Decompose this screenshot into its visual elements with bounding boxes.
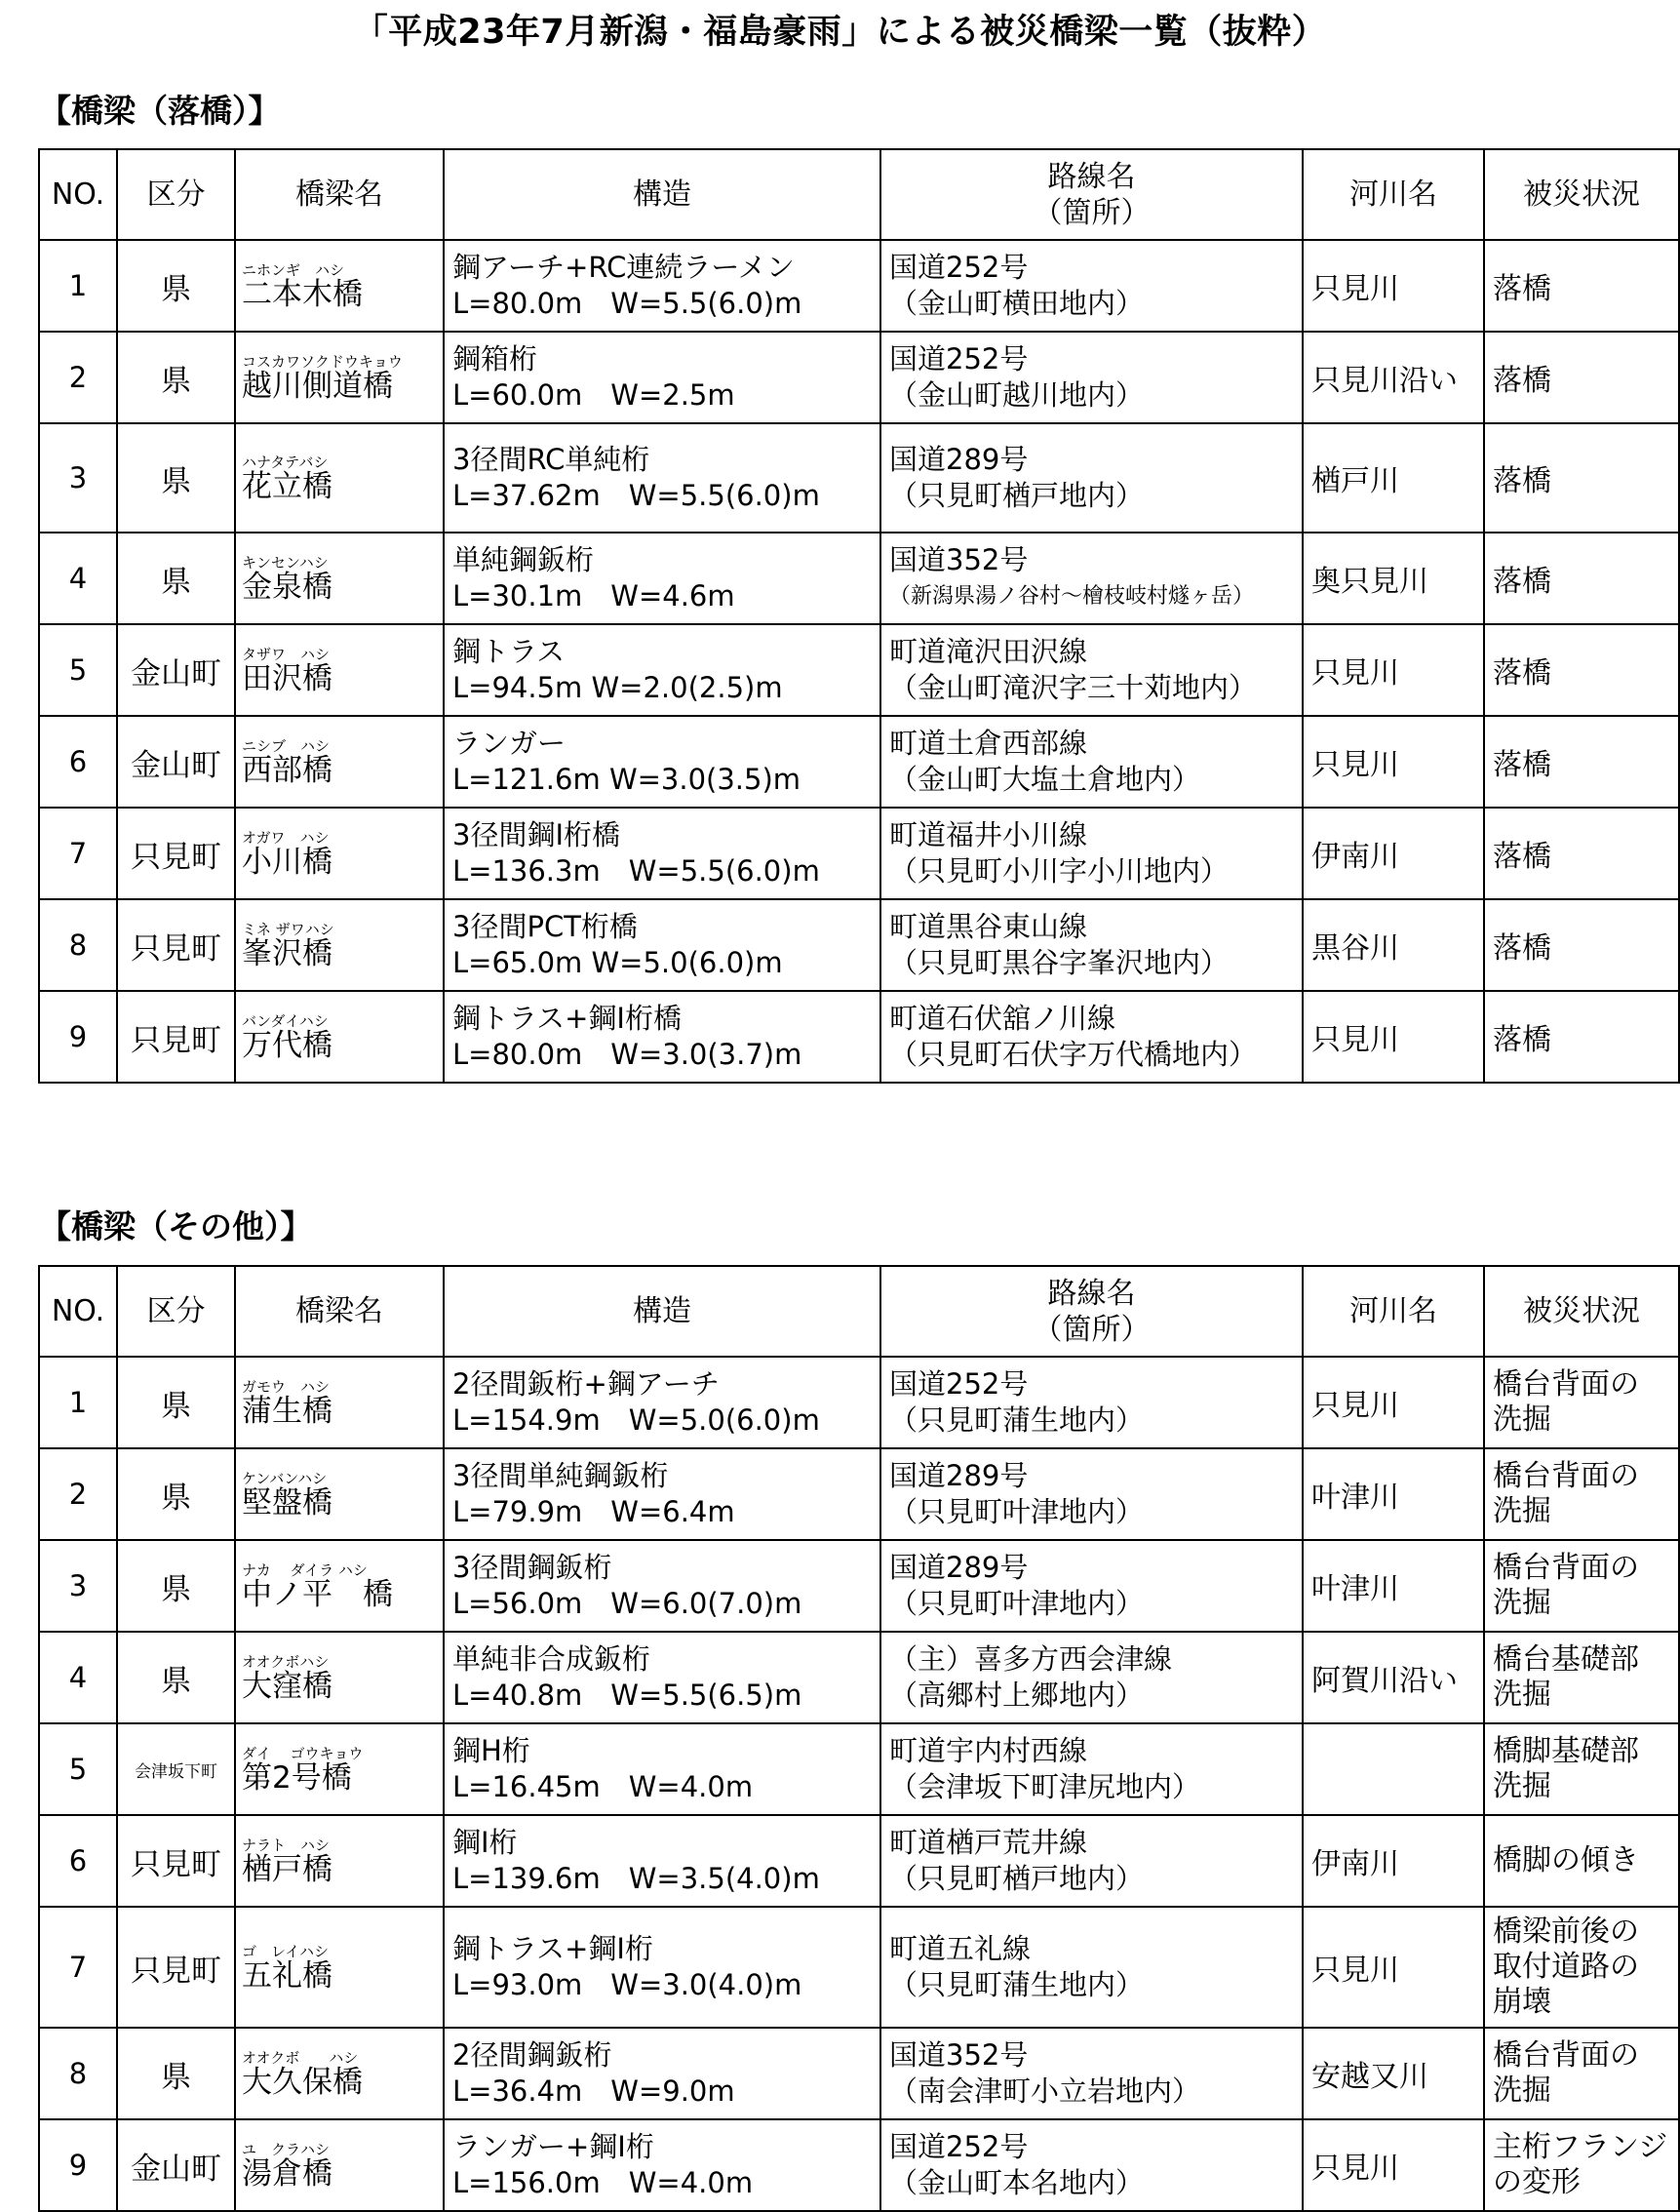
row-damage [1484,1357,1679,1448]
route-name: 町道楢戸荒井線 [889,1826,1088,1859]
row-river: 伊南川 [1303,808,1484,899]
row-kubun: 県 [117,1448,235,1540]
damage-line: の変形 [1493,2165,1581,2199]
damage-line: 主桁フランジ [1493,2130,1668,2164]
route-name: 国道252号 [889,251,1029,284]
row-structure [444,332,880,423]
row-route [880,240,1303,332]
row-route [880,2028,1303,2119]
row-river: 只見川 [1303,240,1484,332]
row-structure [444,2028,880,2119]
table-row [39,624,1679,716]
bridge-name-ruby: ガモウ ハシ [242,1378,331,1396]
table-row [39,808,1679,899]
row-river: 伊南川 [1303,1815,1484,1907]
header-name: 橋梁名 [235,149,444,240]
bridge-name-ruby: ナカ ダイラ ハシ [242,1561,368,1579]
row-damage [1484,2028,1679,2119]
row-no: 2 [39,1448,117,1540]
row-bridge-name [235,624,444,716]
route-name: 町道石伏舘ノ川線 [889,1002,1116,1035]
row-river: 安越又川 [1303,2028,1484,2119]
row-bridge-name [235,2119,444,2211]
row-kubun: 県 [117,1632,235,1723]
bridge-name-text: 五礼橋 [242,1958,332,1994]
damage-line: 取付道路の [1493,1950,1639,1984]
row-bridge-name [235,899,444,991]
row-no: 6 [39,1815,117,1907]
structure-type: 鋼トラス+鋼I桁橋 [452,1002,682,1035]
route-name: 町道黒谷東山線 [889,910,1088,943]
row-damage [1484,1815,1679,1907]
structure-type: 3径間RC単純桁 [452,443,650,476]
table-row [39,991,1679,1083]
header-kubun: 区分 [117,1266,235,1357]
structure-type: 2径間鋼鈑桁 [452,2038,612,2072]
bridge-name-text: 田沢橋 [242,661,332,696]
damage-line: 洗掘 [1493,2074,1551,2108]
route-name: 国道352号 [889,543,1029,576]
row-bridge-name [235,423,444,533]
row-structure [444,808,880,899]
bridge-name-text: 小川橋 [242,845,332,880]
route-name: 国道289号 [889,1459,1029,1492]
header-name: 橋梁名 [235,1266,444,1357]
row-route [880,1357,1303,1448]
row-river: 只見川 [1303,2119,1484,2211]
row-route [880,423,1303,533]
route-name: 国道289号 [889,443,1029,476]
row-bridge-name [235,332,444,423]
route-location: （新潟県湯ノ谷村～檜枝岐村燧ヶ岳） [889,584,1255,609]
row-bridge-name [235,716,444,808]
table-row [39,332,1679,423]
structure-type: 2径間鈑桁+鋼アーチ [452,1367,720,1401]
table-row [39,1723,1679,1815]
fallen-bridges-table [38,148,1680,1084]
route-location: （南会津町小立岩地内） [889,2074,1201,2108]
row-kubun: 県 [117,533,235,624]
row-no: 9 [39,2119,117,2211]
structure-dimensions: L=121.6m W=3.0(3.5)m [452,763,801,796]
row-kubun: 会津坂下町 [117,1723,235,1815]
row-route [880,1723,1303,1815]
route-location: （金山町横田地内） [889,287,1145,320]
row-river: 黒谷川 [1303,899,1484,991]
bridge-name-ruby: ケンバンハシ [242,1470,328,1487]
row-route [880,2119,1303,2211]
row-damage [1484,1632,1679,1723]
bridge-name-text: 第2号橋 [242,1760,352,1796]
structure-type: ランガー [452,727,567,760]
table-row [39,240,1679,332]
row-no: 8 [39,2028,117,2119]
table-row [39,533,1679,624]
bridge-name-ruby: ゴ レイハシ [242,1943,329,1960]
table-row [39,1357,1679,1448]
table-row [39,423,1679,533]
route-location: （只見町蒲生地内） [889,1403,1145,1437]
structure-type: 鋼トラス [452,635,566,668]
row-damage [1484,1723,1679,1815]
damage-line: 洗掘 [1493,1678,1551,1712]
row-structure [444,1632,880,1723]
row-damage [1484,2119,1679,2211]
row-kubun: 只見町 [117,1815,235,1907]
bridge-name-text: 金泉橋 [242,570,332,605]
bridge-name-text: 峯沢橋 [242,936,332,971]
row-damage: 落橋 [1484,716,1679,808]
row-river [1303,1723,1484,1815]
bridge-name-text: 大久保橋 [242,2065,363,2100]
route-location: （高郷村上郷地内） [889,1679,1145,1712]
row-route [880,1632,1303,1723]
table-row [39,1448,1679,1540]
row-kubun: 県 [117,240,235,332]
row-route [880,1907,1303,2028]
bridge-name-text: 湯倉橋 [242,2156,332,2192]
bridge-name-ruby: ダイ ゴウキョウ [242,1745,364,1762]
structure-dimensions: L=36.4m W=9.0m [452,2074,735,2108]
row-river: 楢戸川 [1303,423,1484,533]
damage-line: 崩壊 [1493,1985,1551,2019]
bridge-name-ruby: ニホンギ ハシ [242,261,345,279]
row-bridge-name [235,1907,444,2028]
header-route: 路線名 （箇所） [880,1266,1303,1357]
row-river: 只見川 [1303,1907,1484,2028]
header-river: 河川名 [1303,149,1484,240]
structure-dimensions: L=154.9m W=5.0(6.0)m [452,1403,820,1437]
route-name: 町道土倉西部線 [889,727,1088,760]
row-damage: 落橋 [1484,240,1679,332]
damage-line: 橋梁前後の [1493,1915,1639,1949]
row-route [880,1540,1303,1632]
row-damage [1484,1907,1679,2028]
row-route [880,1448,1303,1540]
table-row [39,899,1679,991]
row-no: 1 [39,240,117,332]
route-location: （只見町黒谷字峯沢地内） [889,946,1230,979]
header-damage: 被災状況 [1484,1266,1679,1357]
route-name: 国道352号 [889,2038,1029,2072]
row-bridge-name [235,1632,444,1723]
route-location: （只見町小川字小川地内） [889,854,1230,888]
row-kubun: 県 [117,2028,235,2119]
bridge-name-ruby: バンダイハシ [242,1012,329,1030]
section-title-fallen: 【橋梁（落橋）】 [39,92,281,130]
route-location: （会津坂下町津尻地内） [889,1770,1201,1803]
damage-line: 橋台背面の [1493,1459,1639,1493]
bridge-name-ruby: オオクボ ハシ [242,2049,359,2067]
bridge-name-text: 花立橋 [242,469,332,504]
structure-type: 3径間PCT桁橋 [452,910,638,943]
structure-dimensions: L=94.5m W=2.0(2.5)m [452,671,783,704]
route-location: （金山町越川地内） [889,378,1145,412]
row-bridge-name [235,1723,444,1815]
row-structure [444,1357,880,1448]
row-bridge-name [235,533,444,624]
section-title-other: 【橋梁（その他）】 [39,1207,313,1245]
row-route [880,716,1303,808]
structure-dimensions: L=30.1m W=4.6m [452,579,735,612]
row-no: 9 [39,991,117,1083]
damage-line: 橋台背面の [1493,1551,1639,1585]
route-location: （金山町本名地内） [889,2166,1145,2199]
row-bridge-name [235,991,444,1083]
row-structure [444,1448,880,1540]
bridge-name-text: 堅盤橋 [242,1485,332,1521]
damage-line: 洗掘 [1493,1494,1551,1528]
row-structure [444,1815,880,1907]
structure-dimensions: L=93.0m W=3.0(4.0)m [452,1968,802,2001]
structure-dimensions: L=16.45m W=4.0m [452,1770,754,1803]
route-name: 国道289号 [889,1551,1029,1584]
row-structure [444,423,880,533]
row-no: 4 [39,1632,117,1723]
row-structure [444,240,880,332]
row-damage: 落橋 [1484,899,1679,991]
structure-type: 鋼I桁 [452,1826,518,1859]
row-river: 只見川 [1303,1357,1484,1448]
damage-line: 橋脚基礎部 [1493,1734,1639,1768]
row-no: 6 [39,716,117,808]
row-structure [444,624,880,716]
row-structure [444,1723,880,1815]
bridge-name-ruby: オガワ ハシ [242,829,330,847]
route-name: 国道252号 [889,342,1029,375]
route-location: （只見町楢戸地内） [889,479,1145,512]
row-route [880,332,1303,423]
structure-type: 3径間鋼I桁橋 [452,818,621,851]
row-kubun: 只見町 [117,991,235,1083]
table-row [39,1815,1679,1907]
row-no: 5 [39,624,117,716]
structure-dimensions: L=136.3m W=5.5(6.0)m [452,854,820,888]
route-location: （金山町滝沢字三十苅地内） [889,671,1258,704]
row-no: 2 [39,332,117,423]
row-damage [1484,1448,1679,1540]
bridge-name-ruby: ナラト ハシ [242,1837,331,1854]
row-no: 3 [39,1540,117,1632]
row-damage: 落橋 [1484,332,1679,423]
route-location: （只見町叶津地内） [889,1495,1145,1528]
bridge-name-ruby: オオクボハシ [242,1653,330,1671]
header-kubun: 区分 [117,149,235,240]
row-kubun: 県 [117,1357,235,1448]
row-kubun: 金山町 [117,716,235,808]
header-structure: 構造 [444,1266,880,1357]
other-bridges-table [38,1265,1680,2212]
bridge-name-ruby: コスカワソクドウキョウ [242,353,403,371]
row-structure [444,533,880,624]
bridge-name-text: 大窪橋 [242,1669,332,1704]
row-damage: 落橋 [1484,991,1679,1083]
row-river: 只見川 [1303,991,1484,1083]
row-kubun: 只見町 [117,899,235,991]
route-location: （只見町蒲生地内） [889,1968,1145,2001]
row-damage: 落橋 [1484,624,1679,716]
row-bridge-name [235,240,444,332]
row-structure [444,991,880,1083]
row-bridge-name [235,1448,444,1540]
row-no: 8 [39,899,117,991]
row-damage: 落橋 [1484,533,1679,624]
structure-type: 3径間単純鋼鈑桁 [452,1459,669,1492]
header-damage: 被災状況 [1484,149,1679,240]
row-no: 7 [39,808,117,899]
row-kubun: 金山町 [117,2119,235,2211]
row-structure [444,899,880,991]
row-damage [1484,1540,1679,1632]
row-structure [444,1540,880,1632]
damage-line: 橋台背面の [1493,1367,1639,1402]
row-kubun: 県 [117,332,235,423]
table-row [39,1632,1679,1723]
bridge-name-text: 蒲生橋 [242,1394,332,1429]
row-kubun: 県 [117,1540,235,1632]
row-river: 只見川 [1303,716,1484,808]
row-river: 奥只見川 [1303,533,1484,624]
header-no: NO. [39,1266,117,1357]
bridge-name-ruby: ユ クラハシ [242,2141,331,2158]
row-no: 5 [39,1723,117,1815]
table-row [39,716,1679,808]
row-route [880,991,1303,1083]
route-name: 町道福井小川線 [889,818,1088,851]
table-header-row [39,1266,1679,1357]
row-kubun: 県 [117,423,235,533]
structure-dimensions: L=40.8m W=5.5(6.5)m [452,1679,802,1712]
table-row [39,1907,1679,2028]
damage-line: 橋台基礎部 [1493,1642,1639,1677]
row-bridge-name [235,808,444,899]
damage-line: 洗掘 [1493,1402,1551,1437]
header-no: NO. [39,149,117,240]
route-location: （只見町楢戸地内） [889,1862,1145,1895]
damage-line: 橋脚の傾き [1493,1843,1639,1877]
structure-dimensions: L=80.0m W=3.0(3.7)m [452,1038,802,1071]
table-row [39,2028,1679,2119]
bridge-name-ruby: キンセンハシ [242,554,329,572]
row-no: 1 [39,1357,117,1448]
row-structure [444,2119,880,2211]
structure-type: 単純鋼鈑桁 [452,543,595,576]
row-kubun: 金山町 [117,624,235,716]
damage-line: 洗掘 [1493,1769,1551,1803]
row-river: 只見川沿い [1303,332,1484,423]
structure-type: 単純非合成鈑桁 [452,1642,651,1676]
route-location: （只見町石伏字万代橋地内） [889,1038,1258,1071]
bridge-name-text: 中ノ平 橋 [242,1577,393,1612]
row-river: 只見川 [1303,624,1484,716]
row-kubun: 只見町 [117,1907,235,2028]
row-bridge-name [235,2028,444,2119]
route-name: （主）喜多方西会津線 [889,1642,1173,1676]
structure-dimensions: L=37.62m W=5.5(6.0)m [452,479,820,512]
damage-line: 洗掘 [1493,1586,1551,1620]
row-route [880,533,1303,624]
structure-dimensions: L=139.6m W=3.5(4.0)m [452,1862,820,1895]
structure-type: 鋼アーチ+RC連続ラーメン [452,251,795,284]
row-route [880,624,1303,716]
row-structure [444,1907,880,2028]
header-route: 路線名 （箇所） [880,149,1303,240]
route-name: 町道宇内村西線 [889,1734,1088,1767]
header-river: 河川名 [1303,1266,1484,1357]
bridge-name-text: 楢戸橋 [242,1852,332,1887]
structure-dimensions: L=80.0m W=5.5(6.0)m [452,287,802,320]
structure-dimensions: L=56.0m W=6.0(7.0)m [452,1587,802,1620]
route-location: （只見町叶津地内） [889,1587,1145,1620]
table-row [39,2119,1679,2211]
row-kubun: 只見町 [117,808,235,899]
bridge-name-ruby: ミネ ザワハシ [242,921,334,938]
document-title: 「平成23年7月新潟・福島豪雨」による被災橋梁一覧（抜粋） [353,13,1327,52]
structure-dimensions: L=65.0m W=5.0(6.0)m [452,946,783,979]
bridge-name-text: 西部橋 [242,753,332,788]
row-route [880,899,1303,991]
row-river: 叶津川 [1303,1448,1484,1540]
row-damage: 落橋 [1484,808,1679,899]
route-name: 町道滝沢田沢線 [889,635,1088,668]
row-structure [444,716,880,808]
structure-type: 鋼トラス+鋼I桁 [452,1932,653,1965]
route-name: 国道252号 [889,2130,1029,2163]
row-route [880,1815,1303,1907]
structure-dimensions: L=79.9m W=6.4m [452,1495,735,1528]
bridge-name-text: 万代橋 [242,1028,332,1063]
row-bridge-name [235,1815,444,1907]
route-location: （金山町大塩土倉地内） [889,763,1201,796]
row-route [880,808,1303,899]
row-no: 3 [39,423,117,533]
route-name: 国道252号 [889,1367,1029,1401]
bridge-name-text: 越川側道橋 [242,369,393,404]
row-river: 叶津川 [1303,1540,1484,1632]
structure-dimensions: L=156.0m W=4.0m [452,2166,754,2199]
structure-type: 鋼H桁 [452,1734,530,1767]
bridge-name-ruby: ニシブ ハシ [242,737,331,755]
bridge-name-ruby: ハナタテバシ [242,454,329,471]
row-river: 阿賀川沿い [1303,1632,1484,1723]
bridge-name-text: 二本木橋 [242,277,363,312]
row-bridge-name [235,1357,444,1448]
route-name: 町道五礼線 [889,1932,1032,1965]
bridge-name-ruby: タザワ ハシ [242,646,331,663]
structure-type: 鋼箱桁 [452,342,538,375]
header-structure: 構造 [444,149,880,240]
structure-type: 3径間鋼鈑桁 [452,1551,612,1584]
row-damage: 落橋 [1484,423,1679,533]
row-bridge-name [235,1540,444,1632]
table-row [39,1540,1679,1632]
row-no: 4 [39,533,117,624]
damage-line: 橋台背面の [1493,2038,1639,2073]
row-no: 7 [39,1907,117,2028]
table-header-row [39,149,1679,240]
structure-dimensions: L=60.0m W=2.5m [452,378,735,412]
structure-type: ランガー+鋼I桁 [452,2130,654,2163]
